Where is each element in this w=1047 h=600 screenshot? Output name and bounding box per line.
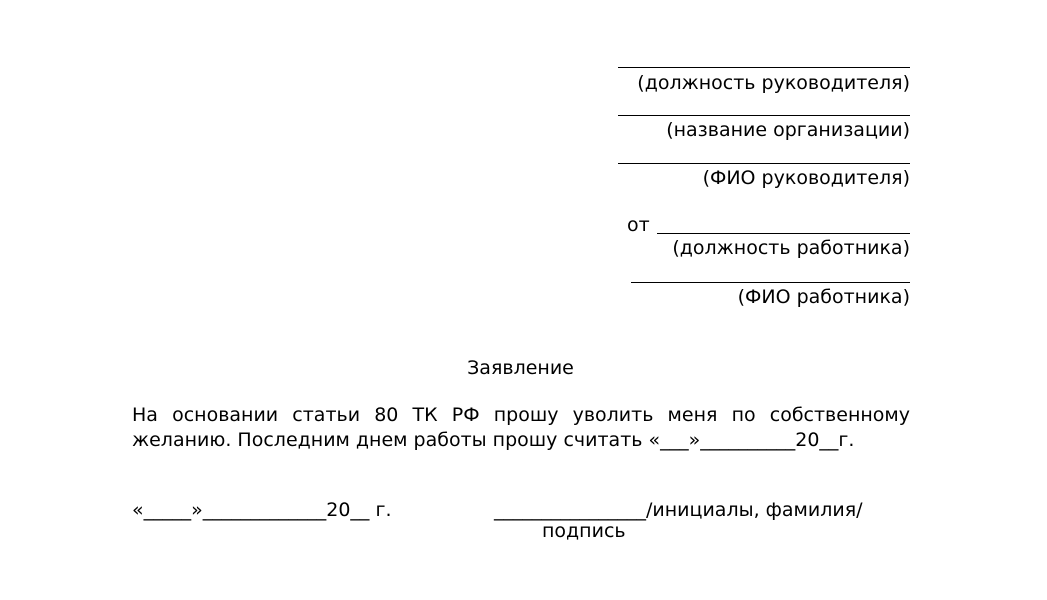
manager-position-line [618,67,910,68]
signature-hint: подпись [542,520,626,542]
date-field: «_____»_____________20__ г. [132,499,392,521]
employee-name-line [631,282,910,283]
manager-position-hint: (должность руководителя) [637,72,910,94]
manager-name-hint: (ФИО руководителя) [702,167,910,189]
employee-position-line [657,233,910,234]
employee-position-hint: (должность работника) [672,237,910,259]
employee-name-hint: (ФИО работника) [737,286,910,308]
signature-field: ________________/инициалы, фамилия/ [494,499,863,521]
body-line-2: желанию. Последним днем работы прошу считать «___»__________20__г. [132,429,855,451]
body-line-1: На основании статьи 80 ТК РФ прошу уволить меня по собственному [132,404,910,426]
manager-name-line [618,163,910,164]
organization-name-line [618,115,910,116]
from-label: от [627,214,650,236]
organization-name-hint: (название организации) [666,119,910,141]
document-title: Заявление [467,357,574,379]
